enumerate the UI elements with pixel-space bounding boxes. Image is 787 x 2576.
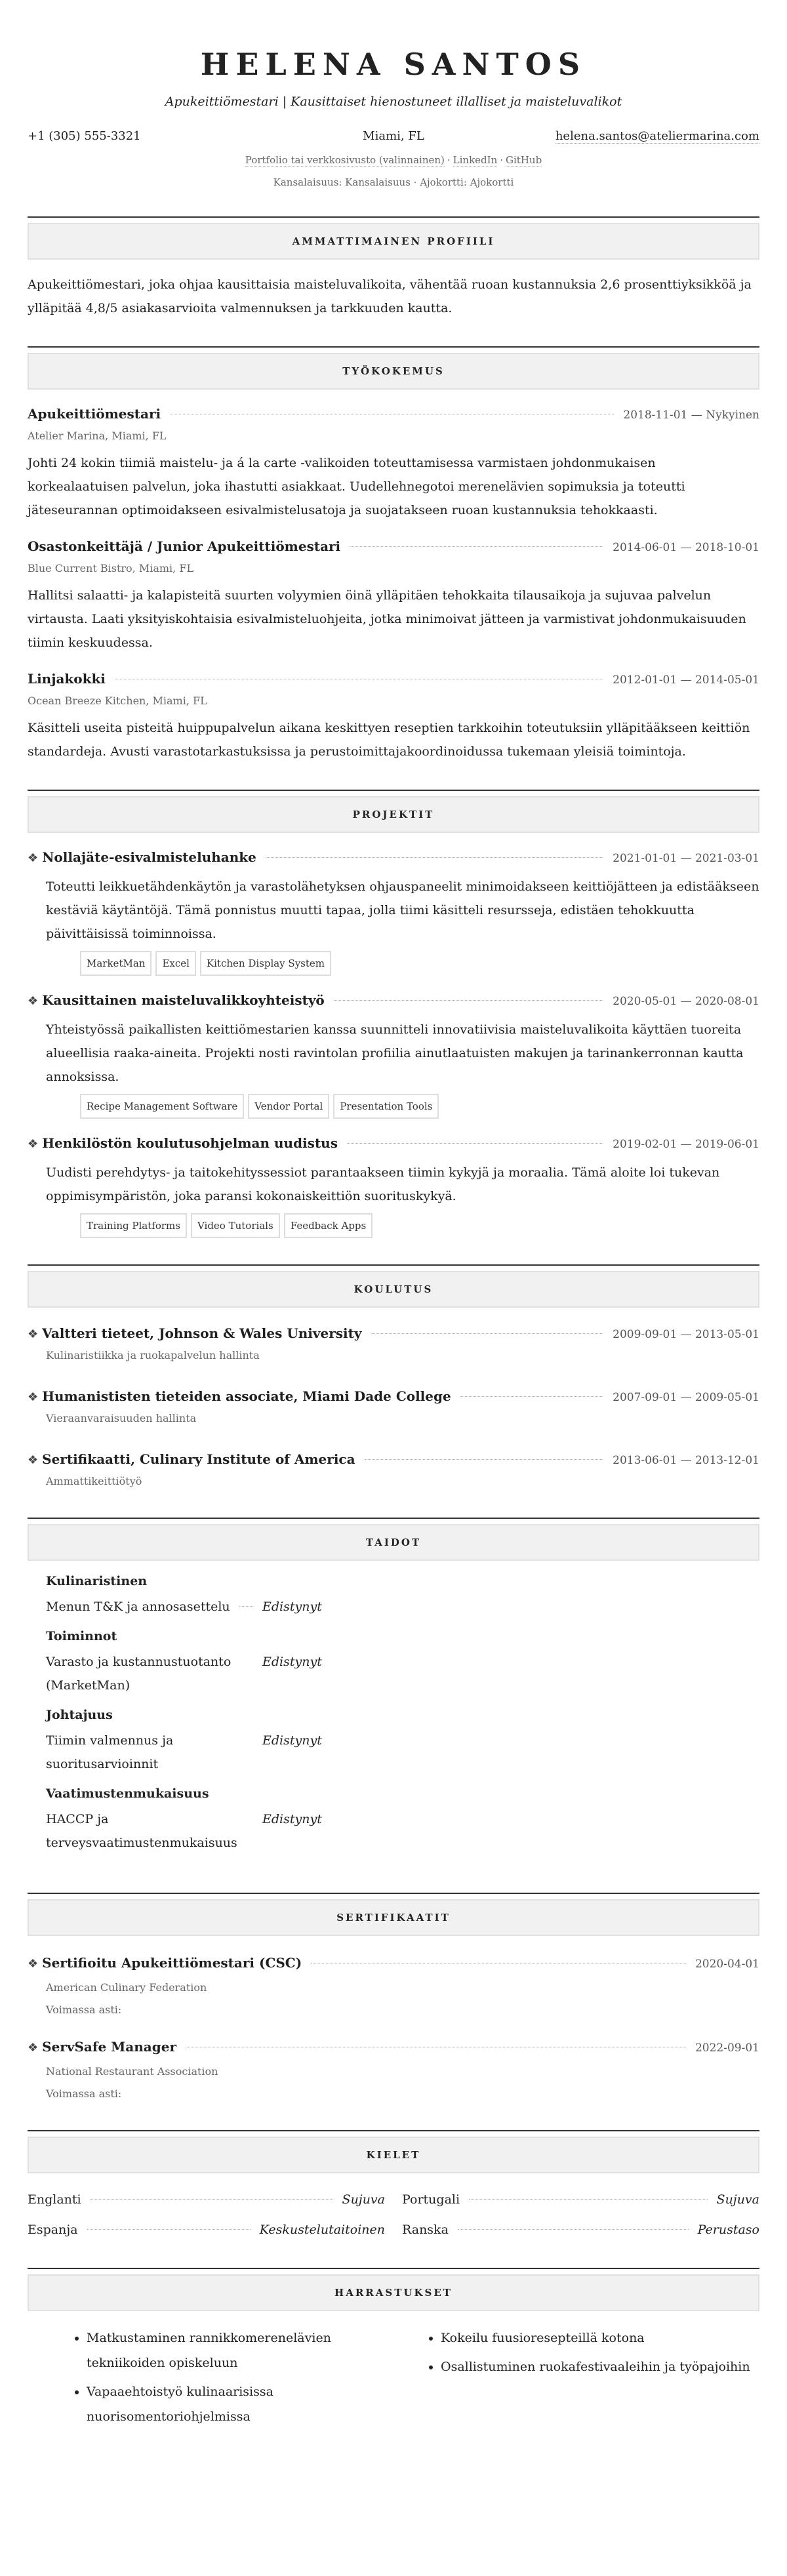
degree-title: Sertifikaatti, Culinary Institute of America [42, 1451, 355, 1467]
job-title: Linjakokki [28, 671, 106, 687]
dotted-leader [239, 1606, 253, 1607]
experience-item [28, 535, 759, 654]
skill-level: Edistynyt [262, 1655, 322, 1669]
skill-level: Edistynyt [262, 1733, 322, 1748]
section-heading: TAIDOT [28, 1524, 759, 1561]
dotted-leader [458, 2229, 689, 2230]
tool-tags [28, 1213, 759, 1238]
dotted-leader [460, 1396, 603, 1397]
language-level: Sujuva [342, 2192, 385, 2207]
certification-validity: Voimassa asti: [46, 2087, 122, 2100]
language-item [28, 2218, 385, 2242]
project-item [28, 989, 759, 1119]
education-item [28, 1322, 759, 1365]
section-divider [28, 2268, 759, 2269]
section-heading: HARRASTUKSET [28, 2274, 759, 2311]
tool-tag: Feedback Apps [284, 1213, 373, 1238]
section-divider [28, 790, 759, 791]
skills-list [28, 1570, 759, 1855]
project-title: Nollajäte-esivalmisteluhanke [42, 849, 256, 865]
language-item [402, 2188, 759, 2211]
hobbies-list-left [64, 2325, 405, 2433]
section-certifications [28, 1893, 759, 2104]
tool-tags [28, 951, 759, 976]
education-item [28, 1385, 759, 1428]
certification-date: 2020-04-01 [695, 1958, 759, 1971]
job-description: Johti 24 kokin tiimiä maistelu- ja á la carte -valikoiden toteuttamisessa varmistaen johdonmukaisen korkealaatuisen palvelun, joka ihastutti asiakkaat. Uudellehnegotoi merenelävien sopimuksia ja toteutti jäteseurannan optimoidakseen esivalmistelusatoja ja suojatakseen ruoan kustannuksia tehokkaasti. [28, 456, 685, 517]
field-of-study: Vieraanvaraisuuden hallinta [46, 1412, 197, 1424]
project-item [28, 1132, 759, 1238]
job-title: Osastonkeittäjä / Junior Apukeittiömestari [28, 538, 341, 554]
headline: Apukeittiömestari | Kausittaiset hienostuneet illalliset ja maisteluvalikot [165, 94, 622, 109]
language-level: Perustaso [697, 2223, 759, 2237]
education-item [28, 1448, 759, 1491]
job-description: Hallitsi salaatti- ja kalapisteitä suurten volyymien öinä ylläpitäen tehokkaita tilausaikoja ja sujuvaa palvelun virtausta. Laati yksityiskohtaisia esivalmisteluohjeita, jotka minimoivat jätteen ja varmistivat johdonmukaisuuden tiimin keskuudessa. [28, 588, 746, 650]
dotted-leader [266, 857, 603, 858]
link-separator: · [500, 154, 504, 166]
tool-tags [28, 1094, 759, 1119]
skill-level: Edistynyt [262, 1812, 322, 1826]
dotted-leader [371, 1333, 604, 1334]
language-level: Sujuva [716, 2192, 759, 2207]
dotted-leader [334, 1000, 603, 1001]
skill-name: HACCP ja terveysvaatimustenmukaisuus [46, 1812, 237, 1850]
hobbies-list-right [418, 2325, 759, 2433]
hobby-item: • Kokeilu fuusioresepteillä kotona [441, 2325, 759, 2350]
section-divider [28, 216, 759, 218]
diamond-bullet-icon: ❖ [28, 1957, 39, 1971]
section-heading: KOULUTUS [28, 1271, 759, 1308]
employer: Ocean Breeze Kitchen, Miami, FL [28, 694, 207, 707]
phone: +1 (305) 555-3321 [28, 129, 141, 143]
job-description: Käsitteli useita pisteitä huippupalvelun aikana keskittyen reseptien tarkkoihin toteutuksiin ylläpitääkseen keittiön standardeja. Avusti varastotarkastuksissa ja perustoimittajakoordinoidussa tukemaan yleisiä toimintoja. [28, 721, 750, 759]
certification-validity: Voimassa asti: [46, 2003, 122, 2016]
project-dates: 2019-02-01 — 2019-06-01 [613, 1138, 759, 1151]
project-title: Henkilöstön koulutusohjelman uudistus [42, 1135, 338, 1151]
language-name: Espanja [28, 2223, 78, 2237]
hobby-item: • Vapaaehtoistyö kulinaarisissa nuorisomentoriohjelmissa [87, 2379, 405, 2429]
citizenship-license: Kansalaisuus: Kansalaisuus · Ajokortti: Ajokortti [273, 176, 514, 188]
language-name: Portugali [402, 2192, 460, 2207]
section-profile [28, 216, 759, 320]
section-heading: SERTIFIKAATIT [28, 1899, 759, 1936]
section-divider [28, 2130, 759, 2131]
section-divider [28, 1518, 759, 1519]
certification-title: Sertifioitu Apukeittiömestari (CSC) [42, 1955, 302, 1971]
language-level: Keskustelutaitoinen [259, 2223, 385, 2237]
skill-row [46, 1729, 413, 1776]
skill-name: Varasto ja kustannustuotanto (MarketMan) [46, 1655, 232, 1693]
skill-row [46, 1595, 413, 1619]
employer: Blue Current Bistro, Miami, FL [28, 562, 194, 574]
project-item [28, 846, 759, 976]
tool-tag: Excel [155, 951, 195, 976]
diamond-bullet-icon: ❖ [28, 1137, 39, 1151]
section-divider [28, 1893, 759, 1894]
tool-tag: MarketMan [80, 951, 151, 976]
employer: Atelier Marina, Miami, FL [28, 430, 167, 442]
location: Miami, FL [363, 129, 424, 143]
diamond-bullet-icon: ❖ [28, 851, 39, 865]
certification-issuer: National Restaurant Association [46, 2065, 218, 2078]
skill-level: Edistynyt [262, 1600, 322, 1614]
tool-tag: Video Tutorials [191, 1213, 280, 1238]
section-divider [28, 346, 759, 348]
job-title: Apukeittiömestari [28, 406, 161, 422]
skill-category [46, 1570, 759, 1619]
link-separator: · [447, 154, 451, 166]
project-description: Toteutti leikkuetähdenkäytön ja varastolähetyksen ohjauspaneelit minimoidakseen keittiöjätteen ja edistääkseen kestäviä käytäntöjä. Tämä ponnistus muutti tapaa, jolla tiimi käsitteli resursseja, edistäen tehokkuutta päivittäisissä toiminnoissa. [46, 879, 759, 941]
section-languages [28, 2130, 759, 2242]
language-item [28, 2188, 385, 2211]
dotted-leader [350, 546, 603, 547]
languages-grid [28, 2188, 759, 2242]
field-of-study: Ammattikeittiötyö [46, 1475, 142, 1487]
section-heading: TYÖKOKEMUS [28, 353, 759, 390]
language-name: Englanti [28, 2192, 81, 2207]
project-dates: 2020-05-01 — 2020-08-01 [613, 995, 759, 1008]
hobby-item: • Matkustaminen rannikkomerenelävien tekniikoiden opiskeluun [87, 2325, 405, 2375]
education-dates: 2013-06-01 — 2013-12-01 [613, 1454, 759, 1467]
tool-tag: Recipe Management Software [80, 1094, 244, 1119]
skill-category-name: Johtajuus [46, 1708, 113, 1722]
diamond-bullet-icon: ❖ [28, 1327, 39, 1341]
tool-tag: Training Platforms [80, 1213, 187, 1238]
section-heading: KIELET [28, 2137, 759, 2173]
certification-item [28, 2036, 759, 2104]
skill-row [46, 1650, 413, 1697]
skill-category [46, 1704, 759, 1776]
certification-issuer: American Culinary Federation [46, 1981, 207, 1994]
certification-item [28, 1952, 759, 2020]
tool-tag: Presentation Tools [333, 1094, 439, 1119]
tool-tag: Vendor Portal [248, 1094, 329, 1119]
profile-summary: Apukeittiömestari, joka ohjaa kausittaisia maisteluvalikoita, vähentää ruoan kustannuksia 2,6 prosenttiyksikköä ja ylläpitää 4,8/5 asiakasarvioita valmennuksen ja tarkkuuden kautta. [28, 277, 752, 315]
section-education [28, 1264, 759, 1491]
skill-category-name: Toiminnot [46, 1629, 117, 1643]
section-divider [28, 1264, 759, 1266]
skill-name: Menun T&K ja annosasettelu [46, 1600, 230, 1614]
project-description: Yhteistyössä paikallisten keittiömestarien kanssa suunnitteli innovatiivisia maisteluvalikoita käyttäen tuoreita alueellisia raaka-aineita. Projekti nosti ravintolan profiilia ainutlaatuisten makujen ja tarinankerronnan kautta annoksissa. [46, 1022, 744, 1084]
dotted-leader [91, 2199, 333, 2200]
contact-row [28, 127, 759, 146]
education-dates: 2007-09-01 — 2009-05-01 [613, 1391, 759, 1404]
email-container [515, 127, 759, 146]
experience-item [28, 668, 759, 763]
skill-name: Tiimin valmennus ja suoritusarvioinnit [46, 1733, 174, 1771]
section-projects [28, 790, 759, 1238]
field-of-study: Kulinaristiikka ja ruokapalvelun hallinta [46, 1349, 260, 1361]
profile-links [28, 152, 759, 168]
section-hobbies [28, 2268, 759, 2485]
dotted-leader [365, 1459, 604, 1460]
project-description: Uudisti perehdytys- ja taitokehityssessiot parantaakseen tiimin kykyjä ja moraalia. Tämä aloite loi tukevan oppimisympäristön, joka paransi kokonaiskeittiön suorituskykyä. [46, 1165, 720, 1203]
candidate-name: HELENA SANTOS [200, 47, 587, 82]
hobbies-grid [28, 2325, 759, 2485]
skill-category [46, 1625, 759, 1697]
portfolio-link[interactable]: Portfolio tai verkkosivusto (valinnainen) [245, 154, 445, 166]
job-dates: 2018-11-01 — Nykyinen [623, 409, 759, 422]
project-dates: 2021-01-01 — 2021-03-01 [613, 852, 759, 865]
skill-category [46, 1782, 759, 1855]
experience-item [28, 403, 759, 522]
resume-header [28, 0, 759, 190]
hobby-item: • Osallistuminen ruokafestivaaleihin ja työpajoihin [441, 2354, 759, 2379]
certification-date: 2022-09-01 [695, 2042, 759, 2055]
certification-title: ServSafe Manager [42, 2039, 177, 2055]
linkedin-link[interactable]: LinkedIn [453, 154, 498, 166]
tool-tag: Kitchen Display System [200, 951, 331, 976]
dotted-leader [469, 2199, 707, 2200]
section-skills [28, 1518, 759, 1855]
diamond-bullet-icon: ❖ [28, 994, 39, 1008]
skill-category-name: Kulinaristinen [46, 1574, 148, 1588]
language-name: Ranska [402, 2223, 449, 2237]
degree-title: Humanististen tieteiden associate, Miami Dade College [42, 1388, 451, 1404]
section-experience [28, 346, 759, 763]
github-link[interactable]: GitHub [506, 154, 542, 166]
job-dates: 2012-01-01 — 2014-05-01 [613, 674, 759, 687]
diamond-bullet-icon: ❖ [28, 1390, 39, 1404]
diamond-bullet-icon: ❖ [28, 1453, 39, 1467]
degree-title: Valtteri tieteet, Johnson & Wales University [42, 1325, 362, 1341]
dotted-leader [347, 1143, 603, 1144]
email-link[interactable]: helena.santos@ateliermarina.com [555, 129, 759, 143]
language-item [402, 2218, 759, 2242]
job-dates: 2014-06-01 — 2018-10-01 [613, 541, 759, 554]
project-title: Kausittainen maisteluvalikkoyhteistyö [42, 992, 325, 1008]
section-heading: AMMATTIMAINEN PROFIILI [28, 223, 759, 260]
dotted-leader [87, 2229, 251, 2230]
skill-row [46, 1807, 413, 1855]
section-heading: PROJEKTIT [28, 796, 759, 833]
skill-category-name: Vaatimustenmukaisuus [46, 1786, 209, 1801]
diamond-bullet-icon: ❖ [28, 2041, 39, 2055]
education-dates: 2009-09-01 — 2013-05-01 [613, 1328, 759, 1341]
